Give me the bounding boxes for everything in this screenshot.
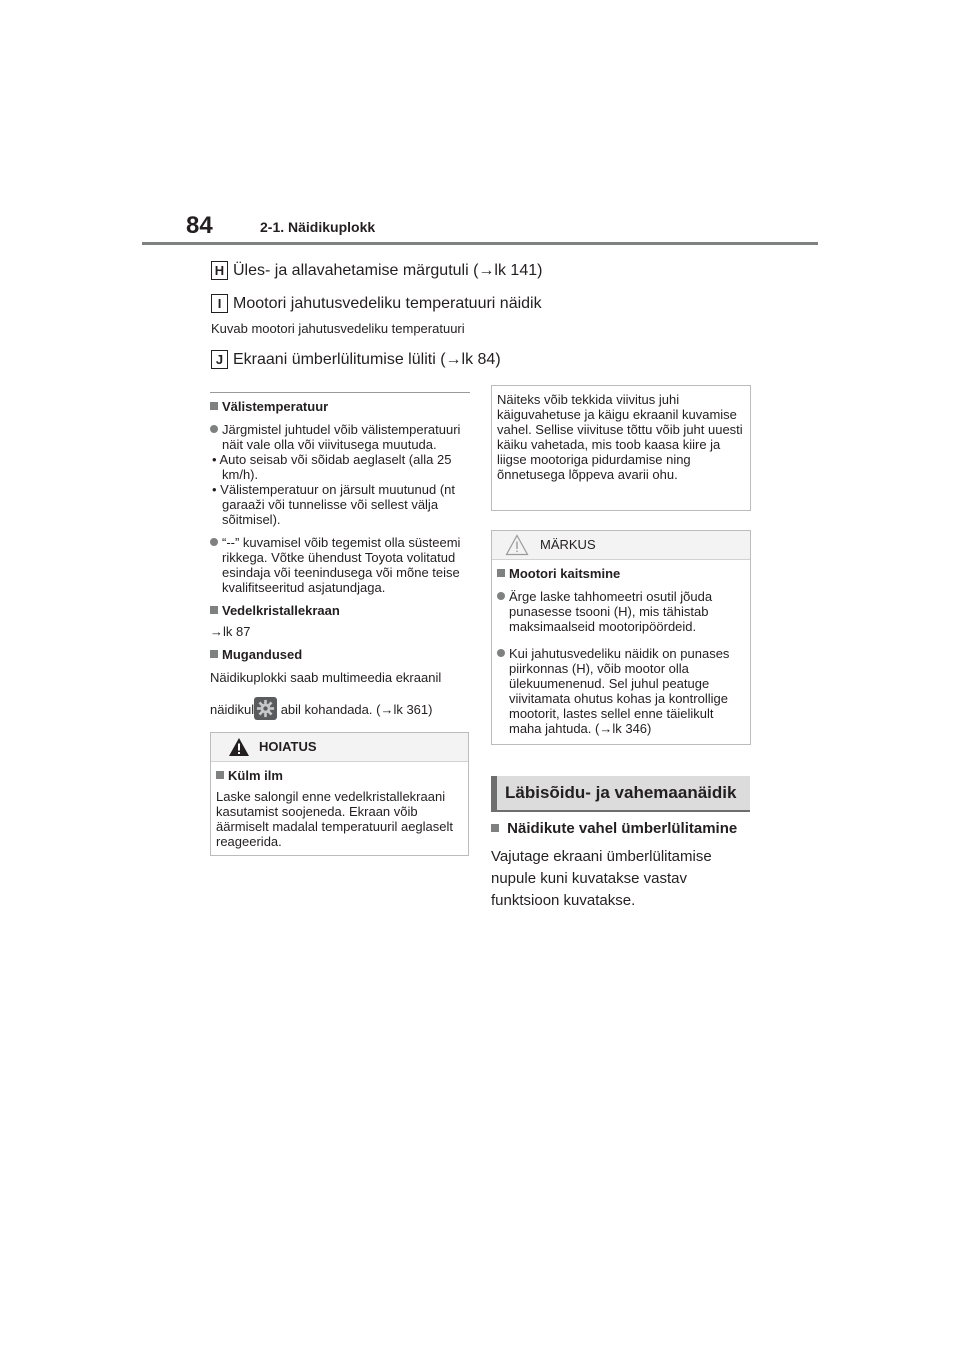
- bullet-item: Järgmistel juhtudel võib välistemperatuuri näit vale olla või viivitusega muutuda.: [210, 422, 470, 452]
- paragraph: Näidikuplokki saab multimeedia ekraanil: [210, 670, 442, 685]
- square-bullet-icon: [210, 606, 218, 614]
- warning-text: Laske salongil enne vedelkristallekraani kasutamist soojeneda. Ekraan võib äärmiselt madalal temperatuuril aeglaselt reageerida.: [216, 789, 454, 849]
- legend-text: Üles- ja allavahetamise märgutuli (→lk 141): [233, 262, 543, 279]
- page-number: 84: [186, 212, 213, 239]
- bullet-item: Ärge laske tahhomeetri osutil jõuda punasesse tsooni (H), mis tähistab maksimaalseid mootoripöördeid.: [497, 589, 745, 634]
- notice-subheading: Mootori kaitsmine: [497, 566, 745, 581]
- legend-key: H: [211, 261, 228, 280]
- round-bullet-icon: [497, 592, 505, 600]
- subheading-lcd: Vedelkristallekraan: [210, 603, 470, 618]
- subheading-customizations: Mugandused: [210, 647, 470, 662]
- column-divider: [210, 392, 470, 393]
- notice-title: MÄRKUS: [540, 537, 596, 552]
- square-bullet-icon: [491, 824, 499, 832]
- list-item: • Auto seisab või sõidab aeglaselt (alla 25 km/h).: [212, 452, 452, 482]
- warning-header: [211, 733, 468, 762]
- square-bullet-icon: [210, 402, 218, 410]
- round-bullet-icon: [497, 649, 505, 657]
- bullet-item: Kui jahutusvedeliku näidik on punases piirkonnas (H), võib mootor olla ülekuumenenud. Sel juhul peatuge viivitamata ohutus kohas ja kontrollige mootorit, lastes sellel enne täielikult maha jahtuda. (→lk 346): [497, 646, 745, 736]
- subheading-switching: Näidikute vahel ümberlülitamine: [491, 818, 753, 840]
- notice-header: [492, 531, 750, 560]
- right-body: [491, 818, 753, 912]
- legend-text: Mootori jahutusvedeliku temperatuuri näidik: [233, 295, 542, 312]
- paragraph: Vajutage ekraani ümberlülitamise nupule kuni kuvatakse vastav funktsioon kuvatakse.: [491, 848, 712, 909]
- paragraph: näidikul abil kohandada. (→lk 361): [210, 697, 470, 720]
- round-bullet-icon: [210, 425, 218, 433]
- square-bullet-icon: [497, 569, 505, 577]
- legend-item-j: [211, 350, 501, 370]
- warning-continuation-box: [491, 385, 751, 511]
- square-bullet-icon: [210, 650, 218, 658]
- warning-subheading: Külm ilm: [216, 768, 463, 783]
- section-title: 2-1. Näidikuplokk: [260, 219, 376, 235]
- round-bullet-icon: [210, 538, 218, 546]
- warning-triangle-icon: [228, 737, 250, 757]
- notice-box: [491, 530, 751, 745]
- warning-title: HOIATUS: [259, 739, 317, 754]
- notice-body: [492, 560, 750, 744]
- left-column: [210, 392, 470, 856]
- square-bullet-icon: [216, 771, 224, 779]
- notice-triangle-icon: [505, 534, 529, 556]
- settings-gear-icon: [254, 697, 277, 720]
- page-reference: →lk 87: [210, 624, 251, 639]
- legend-description: Kuvab mootori jahutusvedeliku temperatuuri: [211, 321, 465, 336]
- bullet-item: “--” kuvamisel võib tegemist olla süsteemi rikkega. Võtke ühendust Toyota volitatud esindaja või teenindusega või mõne teise kvalifitseeritud asjatundjaga.: [210, 535, 470, 595]
- legend-item-h: [211, 261, 542, 281]
- legend-key: J: [211, 350, 228, 369]
- warning-body: [211, 762, 468, 855]
- legend-key: I: [211, 294, 228, 313]
- warning-continuation-text: Näiteks võib tekkida viivitus juhi käiguvahetuse ja käigu ekraanil kuvamise vahel. Sellise viivituse tõttu võib juht uuesti käiku vahetada, mis toob kaasa kiire ja liigse mootoriga pidurdamise ning õnnetusega lõppeva avarii ohu.: [497, 392, 743, 482]
- legend-item-i: [211, 294, 542, 314]
- header-divider: [142, 242, 818, 245]
- subheading-outside-temp: Välistemperatuur: [210, 399, 470, 414]
- legend-text: Ekraani ümberlülitumise lüliti (→lk 84): [233, 351, 501, 368]
- section-heading-box: Läbisõidu- ja vahemaanäidik: [491, 776, 750, 812]
- warning-box: [210, 732, 469, 856]
- list-item: • Välistemperatuur on järsult muutunud (nt garaaži või tunnelisse või sellest välja sõitmisel).: [212, 482, 456, 527]
